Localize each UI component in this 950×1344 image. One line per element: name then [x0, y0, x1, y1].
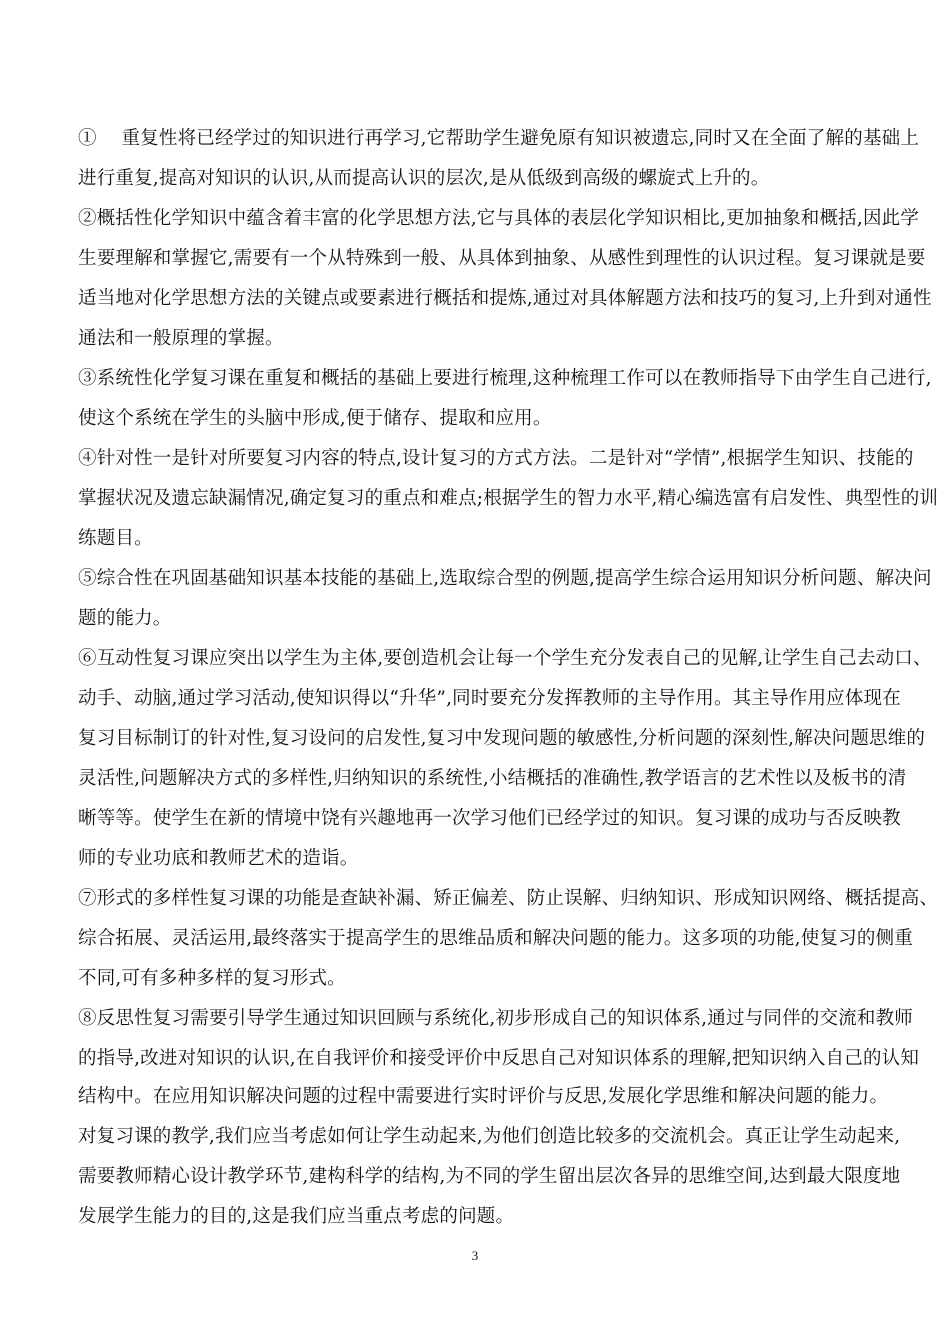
text-line: 对复习课的教学,我们应当考虑如何让学生动起来,为他们创造比较多的交流机会。真正让学生动起来, — [78, 1126, 901, 1147]
text-line: 晰等等。使学生在新的情境中饶有兴趣地再一次学习他们已经学过的知识。复习课的成功与否反映教 — [78, 808, 901, 829]
text-line: 需要教师精心设计教学环节,建构科学的结构,为不同的学生留出层次各异的思维空间,达到最大限度地 — [78, 1166, 901, 1187]
text-line: ⑥互动性复习课应突出以学生为主体,要创造机会让每一个学生充分发表自己的见解,让学生自己去动口、 — [78, 648, 932, 669]
text-line: 不同,可有多种多样的复习形式。 — [78, 968, 346, 989]
text-line: 生要理解和掌握它,需要有一个从特殊到一般、从具体到抽象、从感性到理性的认识过程。复习课就是要 — [78, 248, 926, 269]
text-line: 适当地对化学思想方法的关键点或要素进行概括和提炼,通过对具体解题方法和技巧的复习,上升到对通性 — [78, 288, 932, 309]
text-line: ① 重复性将已经学过的知识进行再学习,它帮助学生避免原有知识被遗忘,同时又在全面了解的基础上 — [78, 128, 920, 149]
text-line: 师的专业功底和教师艺术的造诣。 — [78, 848, 359, 869]
page-number: 3 — [471, 1248, 479, 1263]
text-line: 灵活性,问题解决方式的多样性,归纳知识的系统性,小结概括的准确性,教学语言的艺术性以及板书的清 — [78, 768, 907, 789]
text-line: 综合拓展、灵活运用,最终落实于提高学生的思维品质和解决问题的能力。这多项的功能,使复习的侧重 — [78, 928, 913, 949]
text-line: 通法和一般原理的掌握。 — [78, 328, 284, 349]
text-line: 结构中。在应用知识解决问题的过程中需要进行实时评价与反思,发展化学思维和解决问题的能力。 — [78, 1086, 889, 1107]
text-line: ③系统性化学复习课在重复和概括的基础上要进行梳理,这种梳理工作可以在教师指导下由学生自己进行, — [78, 368, 932, 389]
text-line: 发展学生能力的目的,这是我们应当重点考虑的问题。 — [78, 1206, 515, 1227]
text-line: 动手、动脑,通过学习活动,使知识得以“升华”,同时要充分发挥教师的主导作用。其主导作用应体现在 — [78, 688, 901, 709]
text-line: 掌握状况及遗忘缺漏情况,确定复习的重点和难点;根据学生的智力水平,精心编选富有启发性、典型性的训 — [78, 488, 939, 509]
text-line: ④针对性一是针对所要复习内容的特点,设计复习的方式方法。二是针对“学情”,根据学生知识、技能的 — [78, 448, 914, 469]
text-line: 使这个系统在学生的头脑中形成,便于储存、提取和应用。 — [78, 408, 552, 429]
text-line: ⑧反思性复习需要引导学生通过知识回顾与系统化,初步形成自己的知识体系,通过与同伴的交流和教师 — [78, 1008, 913, 1029]
text-line: 进行重复,提高对知识的认识,从而提高认识的层次,是从低级到高级的螺旋式上升的。 — [78, 168, 770, 189]
text-line: ②概括性化学知识中蕴含着丰富的化学思想方法,它与具体的表层化学知识相比,更加抽象和概括,因此学 — [78, 208, 920, 229]
text-line: ⑤综合性在巩固基础知识基本技能的基础上,选取综合型的例题,提高学生综合运用知识分析问题、解决问 — [78, 568, 932, 589]
text-line: ⑦形式的多样性复习课的功能是查缺补漏、矫正偏差、防止误解、归纳知识、形成知识网络、概括提高、 — [78, 888, 939, 909]
text-line: 题的能力。 — [78, 608, 172, 629]
text-line: 的指导,改进对知识的认识,在自我评价和接受评价中反思自己对知识体系的理解,把知识纳入自己的认知 — [78, 1048, 920, 1069]
text-line: 复习目标制订的针对性,复习设问的启发性,复习中发现问题的敏感性,分析问题的深刻性,解决问题思维的 — [78, 728, 926, 749]
text-line: 练题目。 — [78, 528, 153, 549]
